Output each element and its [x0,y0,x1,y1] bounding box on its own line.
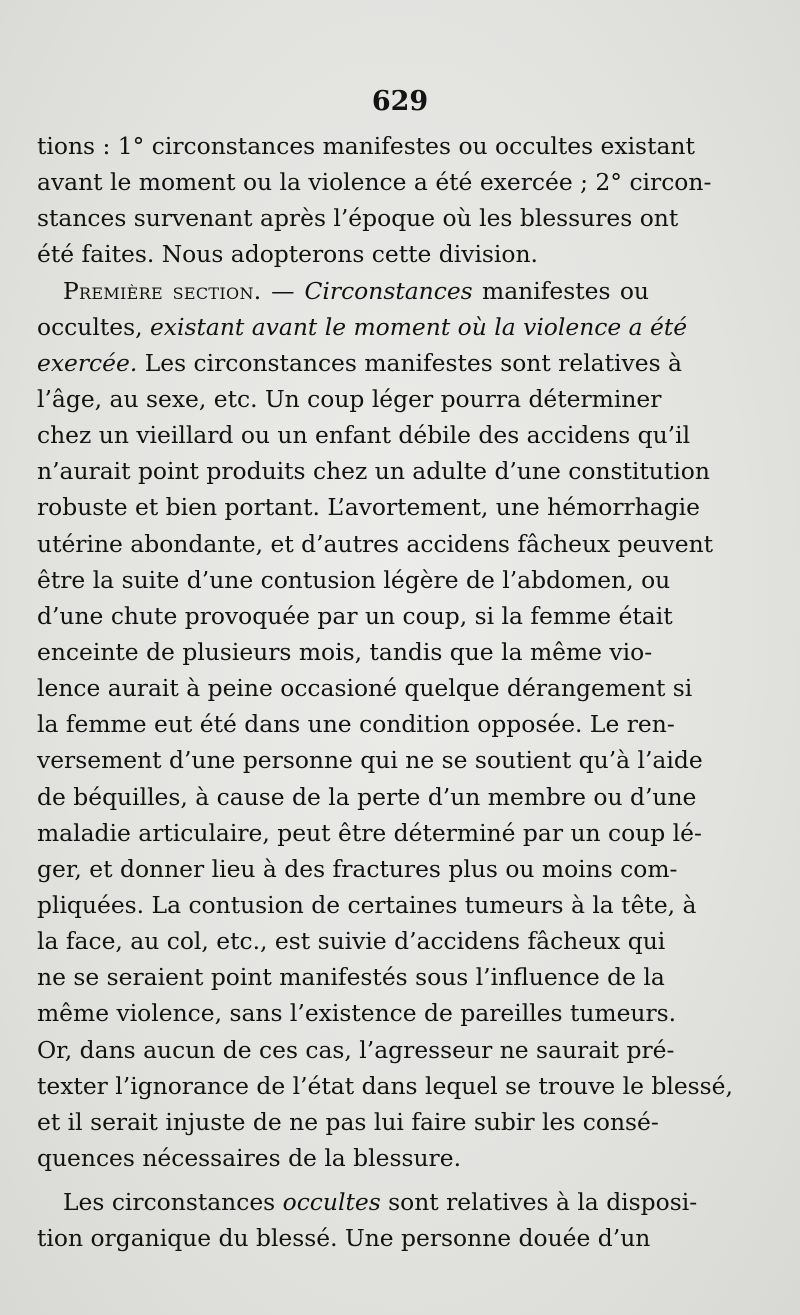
italic-phrase: Circonstances [304,276,473,305]
text-line: de béquilles, à cause de la perte d’un membre ou d’une [37,782,697,811]
section-heading-line [37,273,649,309]
text-span: sont relatives à la disposi- [380,1188,698,1217]
body-text [37,128,733,1256]
text-line: versement d’une personne qui ne se soutient qu’à l’aide [37,746,703,775]
text-line: quences nécessaires de la blessure. [37,1143,462,1172]
text-line: été faites. Nous adopterons cette division. [37,240,538,269]
text-line: chez un vieillard ou un enfant débile des accidens qu’il [37,421,691,450]
text-line: être la suite d’une contusion légère de l’abdomen, ou [37,565,671,594]
text-line: utérine abondante, et d’autres accidens fâcheux peuvent [37,529,714,558]
text-line: avant le moment ou la violence a été exercée ; 2° circon- [37,168,712,197]
page-number: 629 [371,86,429,117]
text-line [37,309,688,345]
text-line [37,345,682,381]
text-line: l’âge, au sexe, etc. Un coup léger pourra déterminer [37,384,662,413]
italic-phrase: existant avant le moment où la violence a été [149,312,688,341]
text-span: manifestes ou [472,276,649,305]
text-line: maladie articulaire, peut être déterminé par un coup lé- [37,818,702,847]
text-line: texter l’ignorance de l’état dans lequel se trouve le blessé, [37,1071,733,1100]
text-line: stances survenant après l’époque où les blessures ont [37,204,679,233]
text-line: tion organique du blessé. Une personne douée d’un [37,1224,651,1253]
text-line: Or, dans aucun de ces cas, l’agresseur ne saurait pré- [37,1035,675,1064]
text-line: ne se seraient point manifestés sous l’influence de la [37,963,665,992]
text-line: robuste et bien portant. L’avortement, une hémorrhagie [37,493,700,522]
text-line: lence aurait à peine occasioné quelque dérangement si [37,674,693,703]
text-line: enceinte de plusieurs mois, tandis que la même vio- [37,637,653,666]
text-line [37,1184,698,1220]
text-line: ger, et donner lieu à des fractures plus ou moins com- [37,854,678,883]
text-span: Les circonstances manifestes sont relatives à [137,348,682,377]
section-heading: Première section. — [63,276,305,305]
text-span: Les circonstances [63,1188,283,1217]
paragraph-gap [37,1176,649,1184]
italic-phrase: occultes [282,1188,381,1217]
text-line: tions : 1° circonstances manifestes ou occultes existant [37,132,695,160]
text-line: la face, au col, etc., est suivie d’accidens fâcheux qui [37,927,666,956]
italic-phrase: exercée. [37,348,138,377]
text-line: même violence, sans l’existence de pareilles tumeurs. [37,999,677,1028]
text-line: n’aurait point produits chez un adulte d’une constitution [37,457,710,486]
text-line: la femme eut été dans une condition opposée. Le ren- [37,710,675,739]
text-span: occultes, [37,312,150,341]
text-line: et il serait injuste de ne pas lui faire subir les consé- [37,1107,659,1136]
text-line: d’une chute provoquée par un coup, si la femme était [37,601,673,630]
text-line: pliquées. La contusion de certaines tumeurs à la tête, à [37,890,697,919]
